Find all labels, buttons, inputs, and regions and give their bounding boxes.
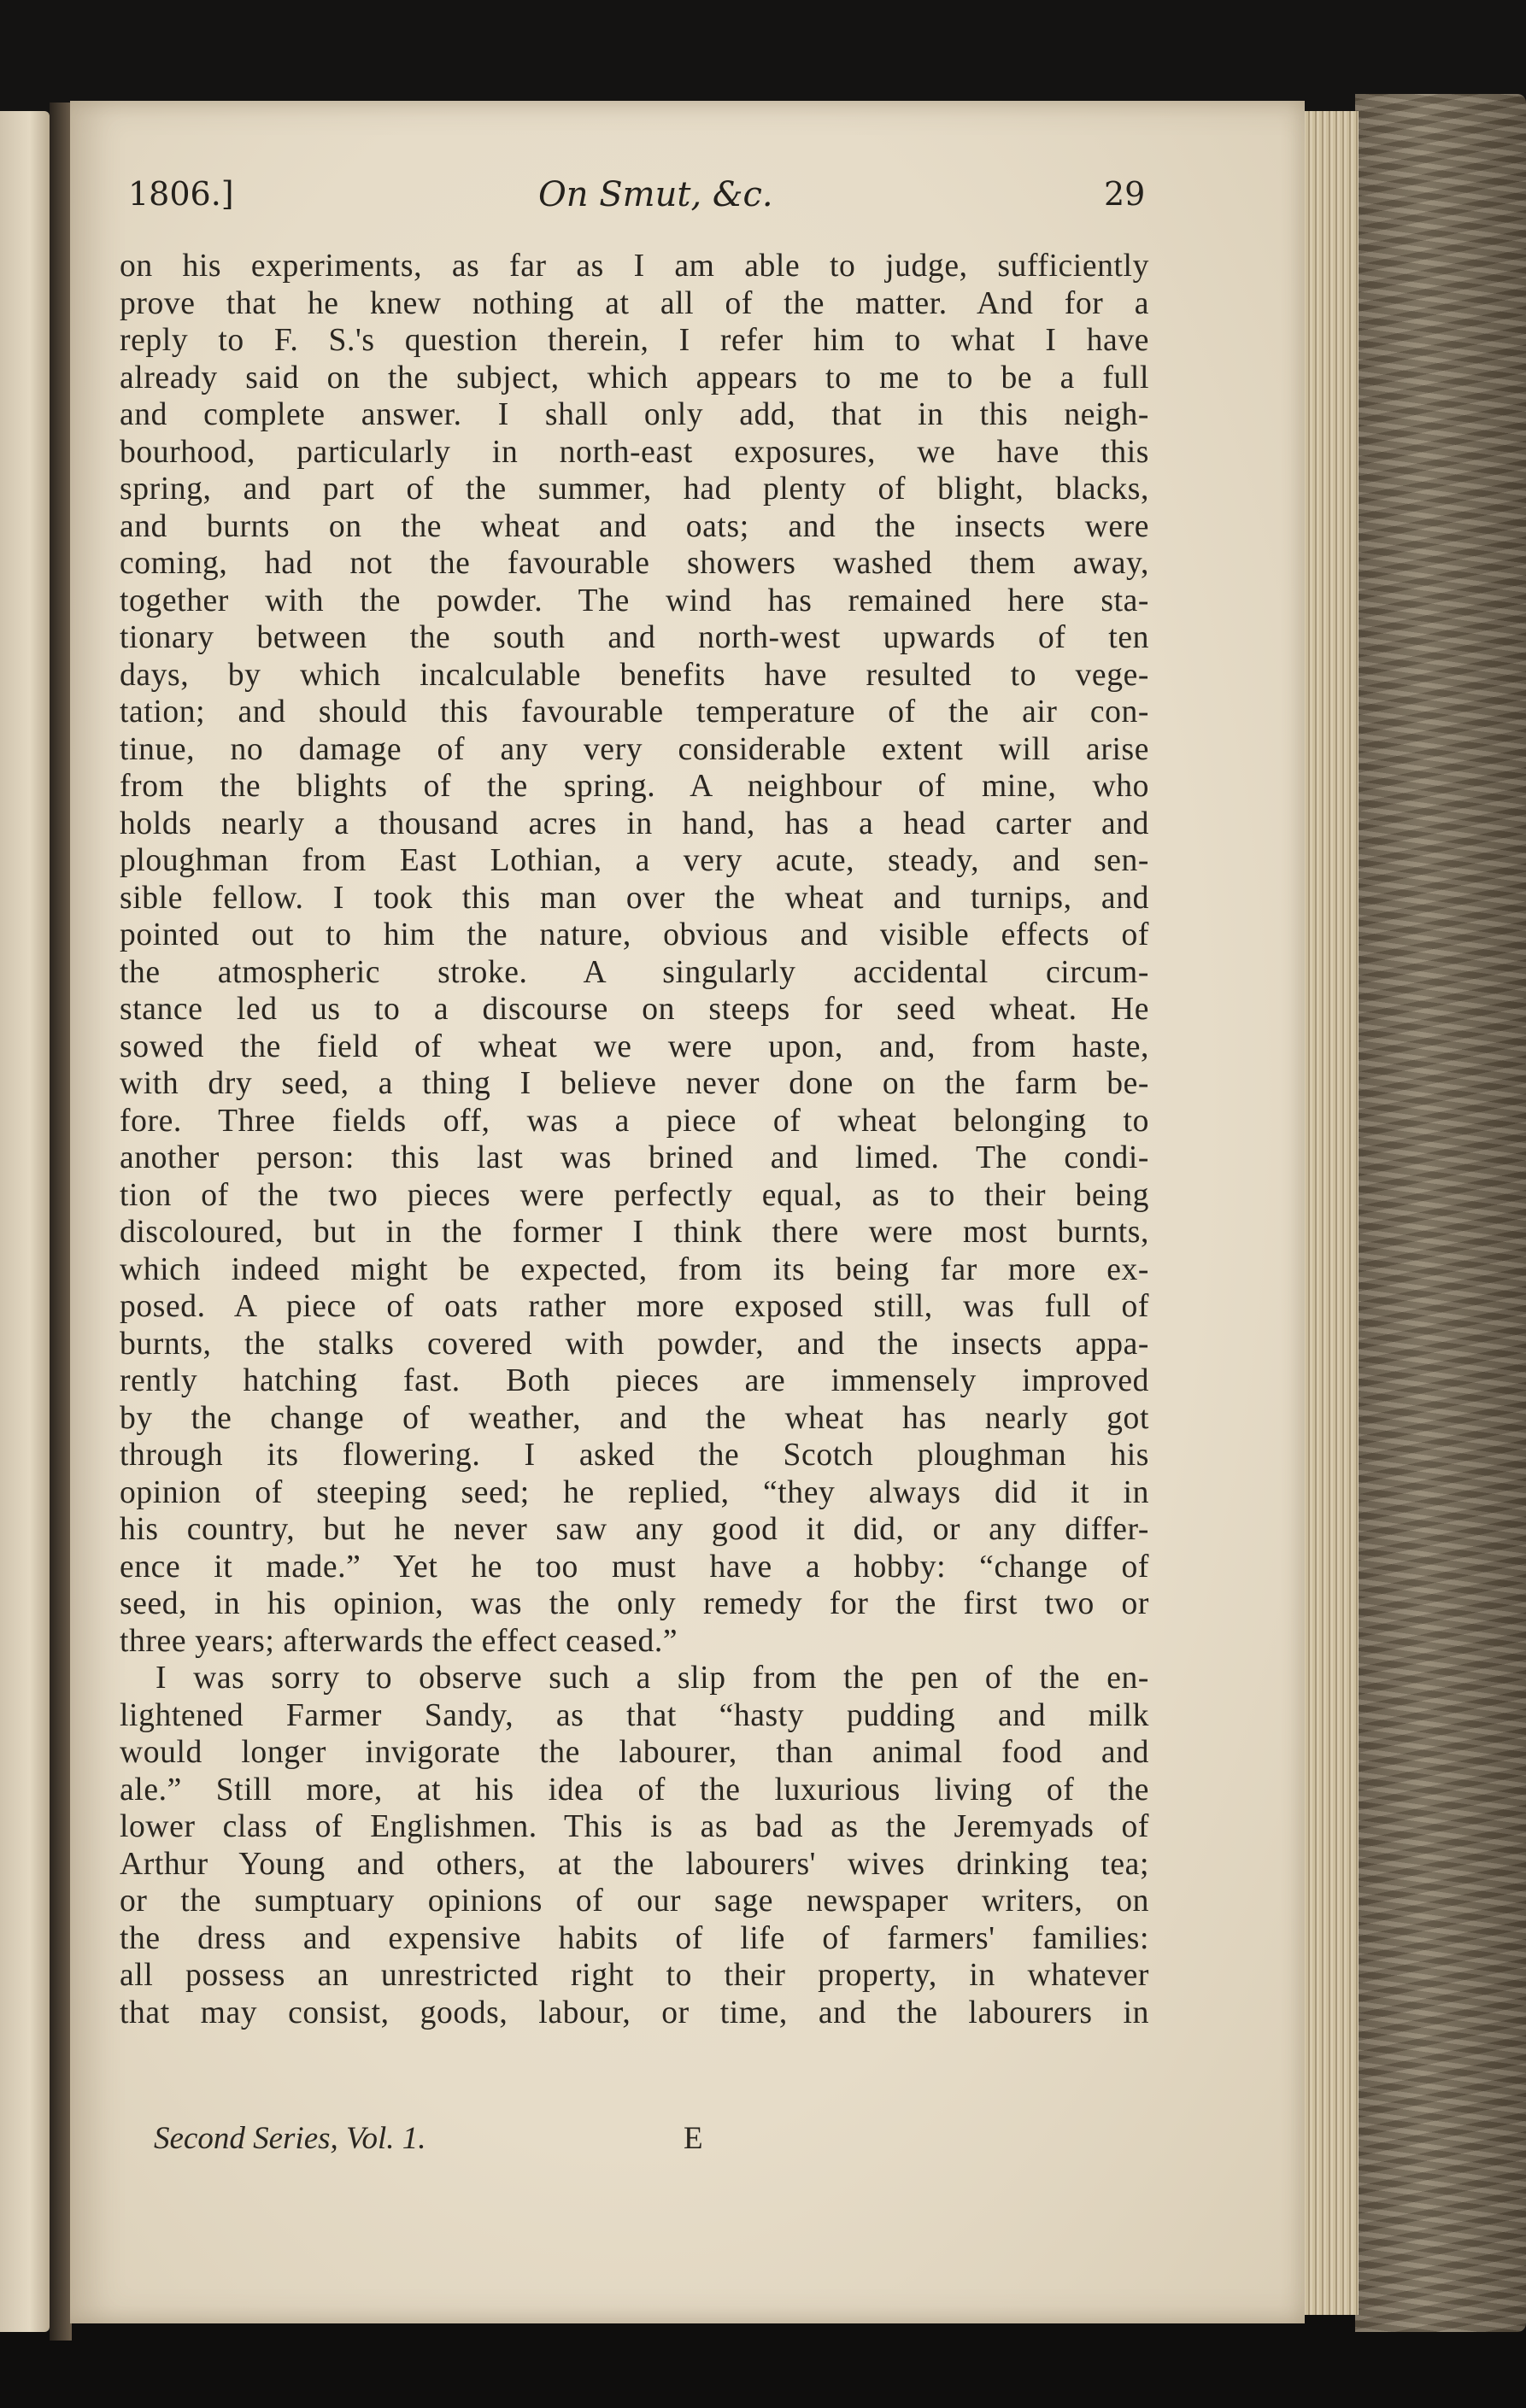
text-line: the atmospheric stroke. A singularly accidental circum- <box>120 954 1149 990</box>
text-line: burnts, the stalks covered with powder, and the insects appa- <box>120 1326 1149 1362</box>
text-line: sowed the field of wheat we were upon, and, from haste, <box>120 1028 1149 1064</box>
running-head-year: 1806.] <box>128 175 234 213</box>
text-line: ence it made.” Yet he too must have a hobby: “change of <box>120 1549 1149 1585</box>
text-line: posed. A piece of oats rather more exposed still, was full of <box>120 1289 1149 1324</box>
text-line: which indeed might be expected, from its being far more ex- <box>120 1251 1149 1287</box>
text-line: with dry seed, a thing I believe never done on the farm be- <box>120 1066 1149 1101</box>
text-line: rently hatching fast. Both pieces are immensely improved <box>120 1363 1149 1398</box>
text-line: and complete answer. I shall only add, that in this neigh- <box>120 397 1149 432</box>
marbled-cover-edge <box>1355 94 1526 2332</box>
text-line: ploughman from East Lothian, a very acute, steady, and sen- <box>120 843 1149 878</box>
text-line: prove that he knew nothing at all of the matter. And for a <box>120 285 1149 321</box>
text-line: reply to F. S.'s question therein, I refer him to what I have <box>120 323 1149 358</box>
text-line: his country, but he never saw any good it did, or any differ- <box>120 1512 1149 1547</box>
text-line: by the change of weather, and the wheat has nearly got <box>120 1400 1149 1436</box>
text-line: and burnts on the wheat and oats; and the insects were <box>120 508 1149 544</box>
text-line: days, by which incalculable benefits have resulted to vege- <box>120 657 1149 693</box>
paragraph-start-line: I was sorry to observe such a slip from the pen of the en- <box>156 1661 1149 1696</box>
text-line: another person: this last was brined and limed. The condi- <box>120 1140 1149 1175</box>
running-head-title: On Smut, &c. <box>538 175 773 214</box>
text-line: all possess an unrestricted right to their property, in whatever <box>120 1958 1149 1993</box>
text-line: or the sumptuary opinions of our sage newspaper writers, on <box>120 1884 1149 1919</box>
text-line: already said on the subject, which appears to me to be a full <box>120 360 1149 395</box>
previous-page-edge <box>0 111 50 2332</box>
text-line: ale.” Still more, at his idea of the luxurious living of the <box>120 1772 1149 1807</box>
text-line: the dress and expensive habits of life of farmers' families: <box>120 1920 1149 1956</box>
text-line: would longer invigorate the labourer, than animal food and <box>120 1735 1149 1770</box>
text-line: pointed out to him the nature, obvious and visible effects of <box>120 917 1149 952</box>
text-line: bourhood, particularly in north-east exposures, we have this <box>120 434 1149 470</box>
text-line: tionary between the south and north-west upwards of ten <box>120 620 1149 655</box>
text-line: through its flowering. I asked the Scotch ploughman his <box>120 1438 1149 1473</box>
text-line: fore. Three fields off, was a piece of wheat belonging to <box>120 1103 1149 1139</box>
signature-mark: E <box>684 2121 703 2156</box>
text-line: opinion of steeping seed; he replied, “they always did it in <box>120 1474 1149 1510</box>
series-volume: Second Series, Vol. 1. <box>154 2121 426 2156</box>
text-line: spring, and part of the summer, had plenty of blight, blacks, <box>120 472 1149 507</box>
running-head <box>128 175 1153 226</box>
paragraph-end-line: three years; afterwards the effect ceased.” <box>120 1623 678 1659</box>
page-number: 29 <box>1104 175 1146 213</box>
text-line: that may consist, goods, labour, or time, and the labourers in <box>120 1995 1149 2030</box>
text-line: stance led us to a discourse on steeps for seed wheat. He <box>120 992 1149 1027</box>
text-line: sible fellow. I took this man over the wheat and turnips, and <box>120 880 1149 916</box>
text-line: coming, had not the favourable showers washed them away, <box>120 546 1149 581</box>
text-line: tation; and should this favourable temperature of the air con- <box>120 694 1149 729</box>
text-line: tion of the two pieces were perfectly equal, as to their being <box>120 1177 1149 1213</box>
page-stack-edge <box>1299 111 1359 2315</box>
text-line: from the blights of the spring. A neighbour of mine, who <box>120 769 1149 804</box>
text-line: on his experiments, as far as I am able to judge, sufficiently <box>120 249 1149 284</box>
text-line: discoloured, but in the former I think there were most burnts, <box>120 1215 1149 1250</box>
text-line: lower class of Englishmen. This is as bad as the Jeremyads of <box>120 1809 1149 1844</box>
text-line: together with the powder. The wind has remained here sta- <box>120 583 1149 618</box>
signature-line <box>154 2120 1094 2163</box>
text-line: lightened Farmer Sandy, as that “hasty pudding and milk <box>120 1697 1149 1733</box>
text-line: Arthur Young and others, at the labourers' wives drinking tea; <box>120 1846 1149 1882</box>
text-line: seed, in his opinion, was the only remedy for the first two or <box>120 1586 1149 1621</box>
text-line: holds nearly a thousand acres in hand, has a head carter and <box>120 806 1149 841</box>
body-text <box>120 248 1149 2031</box>
text-line: tinue, no damage of any very considerable extent will arise <box>120 731 1149 767</box>
book-gutter <box>50 103 72 2341</box>
